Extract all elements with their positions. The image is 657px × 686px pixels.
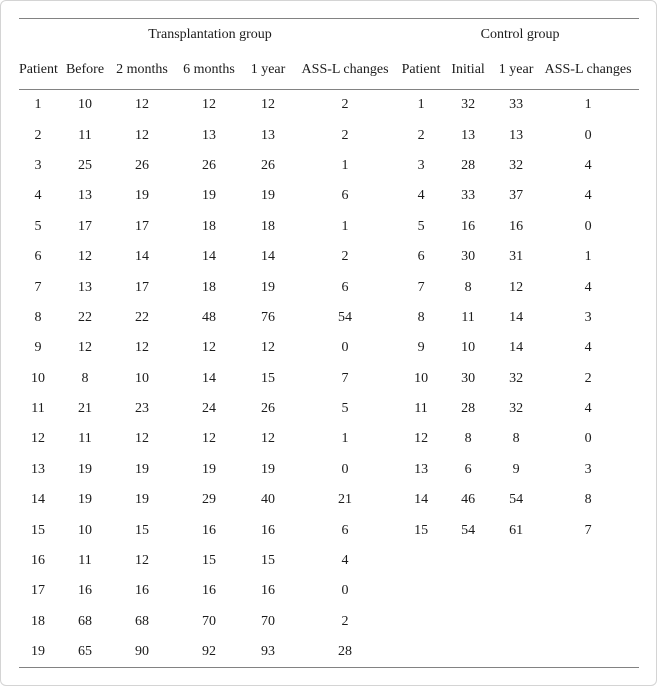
- table-row: [19, 90, 639, 121]
- table-cell: 10: [78, 522, 92, 538]
- table-cell: 8: [464, 279, 472, 295]
- table-cell: 18: [202, 279, 216, 295]
- table-cell: 19: [135, 461, 149, 477]
- table-cell: 10: [461, 340, 476, 356]
- table-cell: 25: [78, 157, 92, 173]
- table-cell: [495, 546, 537, 576]
- table-cell: 13: [31, 461, 45, 477]
- table-cell: 19: [261, 461, 275, 477]
- table-cell: 14: [202, 370, 216, 386]
- table-cell: 7: [417, 279, 425, 295]
- table-cell: 4: [417, 188, 425, 204]
- table-cell: 16: [202, 583, 216, 599]
- table-cell: 30: [461, 370, 476, 386]
- table-cell: 15: [414, 522, 429, 538]
- table-cell: 0: [341, 583, 349, 599]
- table-cell: 14: [135, 249, 149, 265]
- table-cell: 32: [509, 157, 524, 173]
- table-cell: 26: [261, 401, 275, 417]
- table-row: [19, 607, 639, 637]
- table-cell: 15: [202, 553, 216, 569]
- table-cell: 48: [202, 309, 216, 325]
- table-cell: 12: [135, 127, 149, 143]
- table-cell: 6: [464, 461, 472, 477]
- table-row: [19, 364, 639, 394]
- table-cell: 13: [261, 127, 275, 143]
- table-cell: 12: [261, 97, 275, 113]
- table-cell: 29: [202, 492, 216, 508]
- table-cell: 12: [202, 340, 216, 356]
- table-row: [19, 120, 639, 150]
- table-cell: 3: [584, 461, 592, 477]
- table-cell: 17: [135, 218, 149, 234]
- group-header-control: Control group: [480, 26, 560, 42]
- table-cell: 0: [584, 127, 592, 143]
- table-cell: 12: [509, 279, 524, 295]
- table-cell: 2: [584, 370, 592, 386]
- col-header-assl-changes-control: ASS-L changes: [537, 50, 639, 90]
- table-cell: 92: [202, 644, 216, 660]
- table-row: [19, 485, 639, 515]
- table-cell: 10: [31, 370, 45, 386]
- table-cell: 6: [417, 249, 425, 265]
- table-row: [19, 181, 639, 211]
- table-cell: 4: [34, 188, 42, 204]
- col-header-initial: Initial: [441, 50, 495, 90]
- table-cell: 2: [34, 127, 42, 143]
- table-cell: 6: [341, 522, 349, 538]
- table-cell: 12: [202, 97, 216, 113]
- table-cell: 1: [584, 249, 592, 265]
- table-cell: 10: [414, 370, 429, 386]
- table-cell: 11: [31, 401, 45, 417]
- table-cell: 1: [34, 97, 42, 113]
- table-cell: 8: [464, 431, 472, 447]
- table-cell: 33: [509, 97, 524, 113]
- table-cell: 7: [34, 279, 42, 295]
- col-header-patient-transplant: Patient: [19, 50, 57, 90]
- table-cell: [495, 637, 537, 668]
- table-cell: 1: [584, 97, 592, 113]
- table-cell: 12: [261, 431, 275, 447]
- table-cell: 16: [31, 553, 45, 569]
- table-cell: 6: [341, 279, 349, 295]
- table-row: [19, 424, 639, 454]
- table-cell: 9: [512, 461, 520, 477]
- table-cell: 16: [202, 522, 216, 538]
- table-cell: 6: [341, 188, 349, 204]
- table-cell: 13: [461, 127, 476, 143]
- table-row: [19, 394, 639, 424]
- col-header-assl-changes-transplant: ASS-L changes: [289, 50, 401, 90]
- table-cell: 2: [417, 127, 425, 143]
- group-header-row: [19, 19, 639, 51]
- col-header-2-months: 2 months: [113, 50, 171, 90]
- table-cell: 3: [584, 309, 592, 325]
- table-row: [19, 242, 639, 272]
- table-cell: 13: [414, 461, 429, 477]
- table-cell: 68: [135, 613, 149, 629]
- table-row: [19, 576, 639, 606]
- table-cell: 8: [81, 370, 89, 386]
- table-cell: 13: [78, 188, 92, 204]
- table-cell: 4: [584, 188, 592, 204]
- table-cell: 12: [135, 340, 149, 356]
- table-cell: 22: [78, 309, 92, 325]
- table-cell: 1: [341, 431, 349, 447]
- table-cell: 16: [509, 218, 524, 234]
- table-cell: 11: [414, 401, 428, 417]
- table-cell: 37: [509, 188, 524, 204]
- table-cell: 12: [135, 553, 149, 569]
- table-cell: 17: [135, 279, 149, 295]
- table-cell: 16: [261, 583, 275, 599]
- table-cell: 26: [261, 157, 275, 173]
- table-cell: 19: [202, 188, 216, 204]
- table-cell: 8: [34, 309, 42, 325]
- table-cell: 54: [338, 309, 353, 325]
- col-header-before: Before: [57, 50, 113, 90]
- table-row: [19, 515, 639, 545]
- table-cell: 16: [461, 218, 476, 234]
- table-cell: 15: [261, 553, 275, 569]
- table-cell: 11: [78, 127, 92, 143]
- table-cell: 9: [417, 340, 425, 356]
- table-cell: 23: [135, 401, 149, 417]
- table-cell: 32: [509, 370, 524, 386]
- table-cell: 26: [202, 157, 216, 173]
- table-cell: 24: [202, 401, 216, 417]
- table-cell: 11: [78, 553, 92, 569]
- table-cell: 19: [135, 188, 149, 204]
- table-cell: 65: [78, 644, 92, 660]
- table-cell: 61: [509, 522, 524, 538]
- table-cell: [441, 576, 495, 606]
- results-table-wrap: [19, 18, 639, 668]
- table-cell: 2: [341, 127, 349, 143]
- table-cell: 15: [31, 522, 45, 538]
- table-cell: 0: [341, 340, 349, 356]
- table-cell: 2: [341, 613, 349, 629]
- table-cell: 40: [261, 492, 275, 508]
- table-cell: 16: [135, 583, 149, 599]
- table-row: [19, 303, 639, 333]
- table-cell: [441, 546, 495, 576]
- table-cell: 0: [584, 218, 592, 234]
- table-cell: 12: [261, 340, 275, 356]
- table-cell: 93: [261, 644, 275, 660]
- table-row: [19, 546, 639, 576]
- table-cell: 21: [78, 401, 92, 417]
- table-cell: 17: [78, 218, 92, 234]
- table-cell: [537, 637, 639, 668]
- table-cell: 7: [584, 522, 592, 538]
- col-header-patient-control: Patient: [401, 50, 441, 90]
- table-cell: 18: [261, 218, 275, 234]
- table-cell: 1: [417, 97, 425, 113]
- table-cell: 4: [584, 340, 592, 356]
- table-cell: 19: [135, 492, 149, 508]
- table-cell: [401, 637, 441, 668]
- table-cell: 16: [78, 583, 92, 599]
- table-cell: 4: [341, 553, 349, 569]
- table-row: [19, 151, 639, 181]
- table-cell: 19: [78, 461, 92, 477]
- table-cell: 15: [261, 370, 275, 386]
- table-cell: 19: [202, 461, 216, 477]
- results-table: [19, 18, 639, 668]
- column-header-row: [19, 50, 639, 90]
- table-cell: [537, 607, 639, 637]
- table-cell: 2: [341, 249, 349, 265]
- table-cell: 11: [461, 309, 475, 325]
- table-cell: 9: [34, 340, 42, 356]
- table-cell: 14: [509, 309, 524, 325]
- table-cell: 21: [338, 492, 353, 508]
- table-cell: 8: [417, 309, 425, 325]
- table-cell: 70: [261, 613, 275, 629]
- table-cell: 13: [78, 279, 92, 295]
- table-cell: 70: [202, 613, 216, 629]
- table-cell: 54: [461, 522, 476, 538]
- table-cell: 46: [461, 492, 476, 508]
- table-cell: 31: [509, 249, 524, 265]
- table-row: [19, 637, 639, 668]
- table-cell: 28: [461, 401, 476, 417]
- table-cell: [441, 637, 495, 668]
- table-cell: 30: [461, 249, 476, 265]
- table-cell: 0: [584, 431, 592, 447]
- table-cell: 26: [135, 157, 149, 173]
- table-cell: 0: [341, 461, 349, 477]
- table-cell: [537, 546, 639, 576]
- table-cell: 12: [78, 249, 92, 265]
- table-cell: 11: [78, 431, 92, 447]
- table-cell: 14: [414, 492, 429, 508]
- table-cell: 3: [34, 157, 42, 173]
- table-cell: 76: [261, 309, 275, 325]
- table-cell: 68: [78, 613, 92, 629]
- table-cell: [401, 576, 441, 606]
- table-cell: 12: [202, 431, 216, 447]
- table-cell: 12: [135, 431, 149, 447]
- table-cell: 1: [341, 157, 349, 173]
- table-cell: 33: [461, 188, 476, 204]
- table-cell: 90: [135, 644, 149, 660]
- table-cell: 15: [135, 522, 149, 538]
- table-cell: 14: [31, 492, 45, 508]
- table-cell: [441, 607, 495, 637]
- table-cell: 4: [584, 279, 592, 295]
- table-cell: 28: [338, 644, 353, 660]
- col-header-6-months: 6 months: [171, 50, 247, 90]
- table-cell: 19: [261, 279, 275, 295]
- table-cell: 12: [414, 431, 429, 447]
- table-cell: 14: [202, 249, 216, 265]
- table-cell: 8: [512, 431, 520, 447]
- table-cell: 4: [584, 401, 592, 417]
- table-cell: 14: [509, 340, 524, 356]
- col-header-1-year-control: 1 year: [495, 50, 537, 90]
- table-cell: 28: [461, 157, 476, 173]
- col-header-1-year-transplant: 1 year: [247, 50, 289, 90]
- table-cell: 12: [135, 97, 149, 113]
- table-cell: 19: [31, 644, 45, 660]
- table-cell: [495, 607, 537, 637]
- table-cell: 5: [34, 218, 42, 234]
- table-cell: 5: [417, 218, 425, 234]
- table-cell: 17: [31, 583, 45, 599]
- table-cell: 10: [78, 97, 92, 113]
- table-cell: 18: [31, 613, 45, 629]
- table-cell: 54: [509, 492, 524, 508]
- table-cell: 4: [584, 157, 592, 173]
- table-cell: [537, 576, 639, 606]
- table-cell: 22: [135, 309, 149, 325]
- table-cell: 5: [341, 401, 349, 417]
- table-cell: 6: [34, 249, 42, 265]
- table-row: [19, 333, 639, 363]
- table-cell: 12: [78, 340, 92, 356]
- table-cell: 13: [509, 127, 524, 143]
- table-cell: 19: [78, 492, 92, 508]
- table-cell: [495, 576, 537, 606]
- table-cell: 16: [261, 522, 275, 538]
- table-row: [19, 272, 639, 302]
- table-cell: 12: [31, 431, 45, 447]
- table-cell: 14: [261, 249, 275, 265]
- table-cell: 19: [261, 188, 275, 204]
- table-row: [19, 455, 639, 485]
- table-cell: 1: [341, 218, 349, 234]
- table-cell: 2: [341, 97, 349, 113]
- table-cell: 7: [341, 370, 349, 386]
- table-cell: [401, 546, 441, 576]
- table-cell: [401, 607, 441, 637]
- table-row: [19, 212, 639, 242]
- table-cell: 10: [135, 370, 149, 386]
- table-cell: 3: [417, 157, 425, 173]
- table-cell: 8: [584, 492, 592, 508]
- table-cell: 13: [202, 127, 216, 143]
- table-cell: 32: [461, 97, 476, 113]
- group-header-transplantation: Transplantation group: [148, 26, 272, 42]
- table-cell: 18: [202, 218, 216, 234]
- table-body: [19, 90, 639, 668]
- table-cell: 32: [509, 401, 524, 417]
